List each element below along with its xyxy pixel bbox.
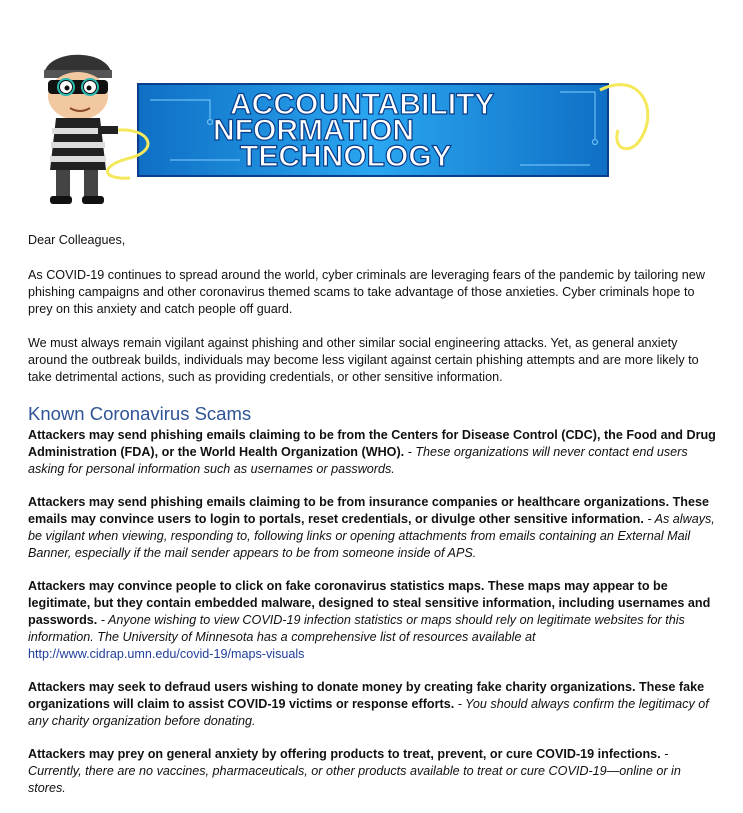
scam-advice: - Anyone wishing to view COVID-19 infection statistics or maps should rely on legitimate websites for this information. The University of Minnesota has a comprehensive list of resources available at [28,613,685,644]
scam-heading: Attackers may prey on general anxiety by offering products to treat, prevent, or cure COVID-19 infections. [28,747,661,761]
scam-advice: - Currently, there are no vaccines, pharmaceuticals, or other products available to treat or cure COVID-19—online or in stores. [28,747,681,795]
scam-advice: - You should always confirm the legitimacy of any charity organization before donating. [28,697,709,728]
intro-paragraph-1: As COVID-19 continues to spread around the world, cyber criminals are leveraging fears of the pandemic by tailoring new phishing campaigns and other coronavirus themed scams to take advantage of those anxieties. Cyber criminals hope to prey on this anxiety and catch people off guard. [28,268,705,316]
scam-item [28,746,718,797]
scam-advice: - These organizations will never contact end users asking for personal information such as usernames or passwords. [28,445,688,476]
scam-item [28,679,718,730]
scam-item [28,578,718,663]
greeting: Dear Colleagues, [28,233,126,247]
burglar-character [44,55,118,204]
letter-body [28,232,718,813]
scam-heading: Attackers may send phishing emails claiming to be from the Centers for Disease Control (CDC), the Food and Drug Administration (FDA), or the World Health Organization (WHO). [28,428,716,459]
maps-link[interactable]: http://www.cidrap.umn.edu/covid-19/maps-visuals [28,647,305,661]
scam-heading: Attackers may convince people to click on fake coronavirus statistics maps. These maps may appear to be legitimate, but they contain embedded malware, designed to steal sensitive information, including usernames and passwords. [28,579,711,627]
banner-line-1: ACCOUNTABILITY [230,88,495,121]
header-graphic [0,0,743,210]
banner-line-3: TECHNOLOGY [240,140,452,173]
scam-heading: Attackers may send phishing emails claiming to be from insurance companies or healthcare organizations. These emails may convince users to login to portals, reset credentials, or divulge other sensitive information. [28,495,709,526]
scam-item [28,494,718,562]
banner-image [0,30,743,210]
scam-heading: Attackers may seek to defraud users wishing to donate money by creating fake charity organizations. These fake organizations will claim to assist COVID-19 victims or response efforts. [28,680,705,711]
scam-item [28,427,718,478]
intro-paragraph-2: We must always remain vigilant against phishing and other similar social engineering attacks. Yet, as general anxiety around the outbreak builds, individuals may become less vigilant against certain phishing attempts and are more likely to take detrimental actions, such as providing credentials, or other sensitive information. [28,336,699,384]
scam-advice: - As always, be vigilant when viewing, responding to, following links or opening attachments from emails containing an External Mail Banner, especially if the mail sender appears to be from someone inside of APS. [28,512,715,560]
section-title: Known Coronavirus Scams [28,403,252,424]
banner-line-2: NFORMATION [213,114,415,147]
